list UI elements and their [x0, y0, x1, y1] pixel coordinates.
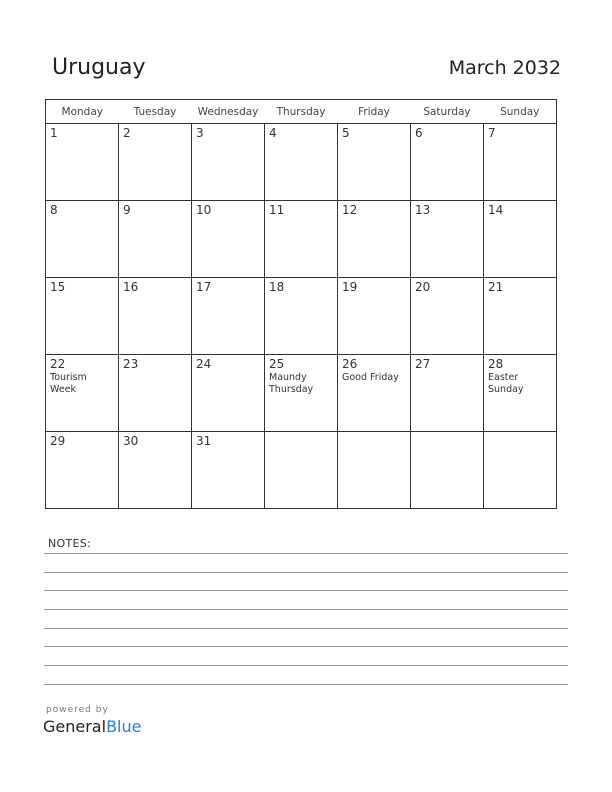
note-line — [44, 553, 568, 554]
weekday-saturday: Saturday — [411, 100, 484, 124]
day-number: 30 — [123, 434, 139, 448]
day-number: 5 — [342, 126, 350, 140]
day-number: 13 — [415, 203, 431, 217]
holiday-label: Tourism Week — [50, 372, 87, 395]
note-line — [44, 646, 568, 647]
holiday-label: Good Friday — [342, 372, 399, 383]
calendar-day-cell — [46, 124, 119, 201]
calendar-day-cell — [338, 201, 411, 278]
day-number: 19 — [342, 280, 358, 294]
day-number: 9 — [123, 203, 131, 217]
day-number: 20 — [415, 280, 431, 294]
day-number: 31 — [196, 434, 212, 448]
day-number: 26 — [342, 357, 358, 371]
brand-name-general: General — [43, 717, 107, 736]
calendar-day-cell — [484, 124, 557, 201]
weekday-wednesday: Wednesday — [192, 100, 265, 124]
calendar-day-cell — [192, 355, 265, 432]
day-number: 11 — [269, 203, 285, 217]
calendar-day-cell — [46, 355, 119, 432]
weekday-friday: Friday — [338, 100, 411, 124]
holiday-label: Easter Sunday — [488, 372, 524, 395]
day-number: 23 — [123, 357, 139, 371]
day-number: 10 — [196, 203, 212, 217]
calendar-day-cell — [484, 432, 557, 509]
calendar-grid — [45, 99, 557, 509]
calendar-week-row — [46, 124, 557, 201]
day-number: 7 — [488, 126, 496, 140]
month-title: March 2032 — [448, 57, 561, 79]
day-number: 22 — [50, 357, 66, 371]
note-line — [44, 628, 568, 629]
day-number: 6 — [415, 126, 423, 140]
calendar-day-cell — [119, 355, 192, 432]
note-line — [44, 684, 568, 685]
calendar-day-cell — [484, 355, 557, 432]
day-number: 12 — [342, 203, 358, 217]
note-line — [44, 572, 568, 573]
holiday-label: Maundy Thursday — [269, 372, 314, 395]
day-number: 4 — [269, 126, 277, 140]
calendar-day-cell — [265, 355, 338, 432]
calendar-day-cell — [265, 124, 338, 201]
calendar-week-row — [46, 201, 557, 278]
calendar-day-cell — [46, 432, 119, 509]
day-number: 24 — [196, 357, 212, 371]
calendar-day-cell — [265, 201, 338, 278]
calendar-day-cell — [411, 432, 484, 509]
day-number: 15 — [50, 280, 66, 294]
day-number: 16 — [123, 280, 139, 294]
day-number: 2 — [123, 126, 131, 140]
calendar-day-cell — [46, 201, 119, 278]
calendar-day-cell — [265, 432, 338, 509]
calendar-day-cell — [484, 278, 557, 355]
day-number: 8 — [50, 203, 58, 217]
day-number: 17 — [196, 280, 212, 294]
calendar-day-cell — [119, 124, 192, 201]
country-title: Uruguay — [52, 55, 146, 80]
calendar-day-cell — [192, 432, 265, 509]
day-number: 28 — [488, 357, 504, 371]
weekday-header-row — [46, 100, 557, 124]
day-number: 21 — [488, 280, 504, 294]
calendar-week-row — [46, 432, 557, 509]
calendar-week-row — [46, 278, 557, 355]
calendar-day-cell — [411, 201, 484, 278]
weekday-sunday: Sunday — [484, 100, 557, 124]
calendar-day-cell — [119, 201, 192, 278]
day-number: 1 — [50, 126, 58, 140]
note-line — [44, 665, 568, 666]
calendar-day-cell — [484, 201, 557, 278]
brand-logo — [43, 717, 141, 736]
calendar-day-cell — [338, 124, 411, 201]
calendar-day-cell — [192, 278, 265, 355]
powered-by-text: powered by — [46, 705, 109, 715]
weekday-monday: Monday — [46, 100, 119, 124]
note-line — [44, 590, 568, 591]
weekday-thursday: Thursday — [265, 100, 338, 124]
day-number: 29 — [50, 434, 66, 448]
calendar-day-cell — [411, 124, 484, 201]
day-number: 14 — [488, 203, 504, 217]
calendar-day-cell — [119, 432, 192, 509]
calendar-day-cell — [338, 432, 411, 509]
day-number: 18 — [269, 280, 285, 294]
calendar-day-cell — [265, 278, 338, 355]
day-number: 25 — [269, 357, 285, 371]
day-number: 3 — [196, 126, 204, 140]
notes-label: NOTES: — [48, 537, 92, 550]
calendar-day-cell — [338, 278, 411, 355]
calendar-day-cell — [46, 278, 119, 355]
brand-name-blue: Blue — [106, 717, 142, 736]
day-number: 27 — [415, 357, 431, 371]
calendar-week-row — [46, 355, 557, 432]
calendar-day-cell — [192, 201, 265, 278]
calendar-day-cell — [411, 278, 484, 355]
calendar-day-cell — [119, 278, 192, 355]
note-line — [44, 609, 568, 610]
calendar-day-cell — [192, 124, 265, 201]
weekday-tuesday: Tuesday — [119, 100, 192, 124]
calendar-day-cell — [411, 355, 484, 432]
calendar-day-cell — [338, 355, 411, 432]
